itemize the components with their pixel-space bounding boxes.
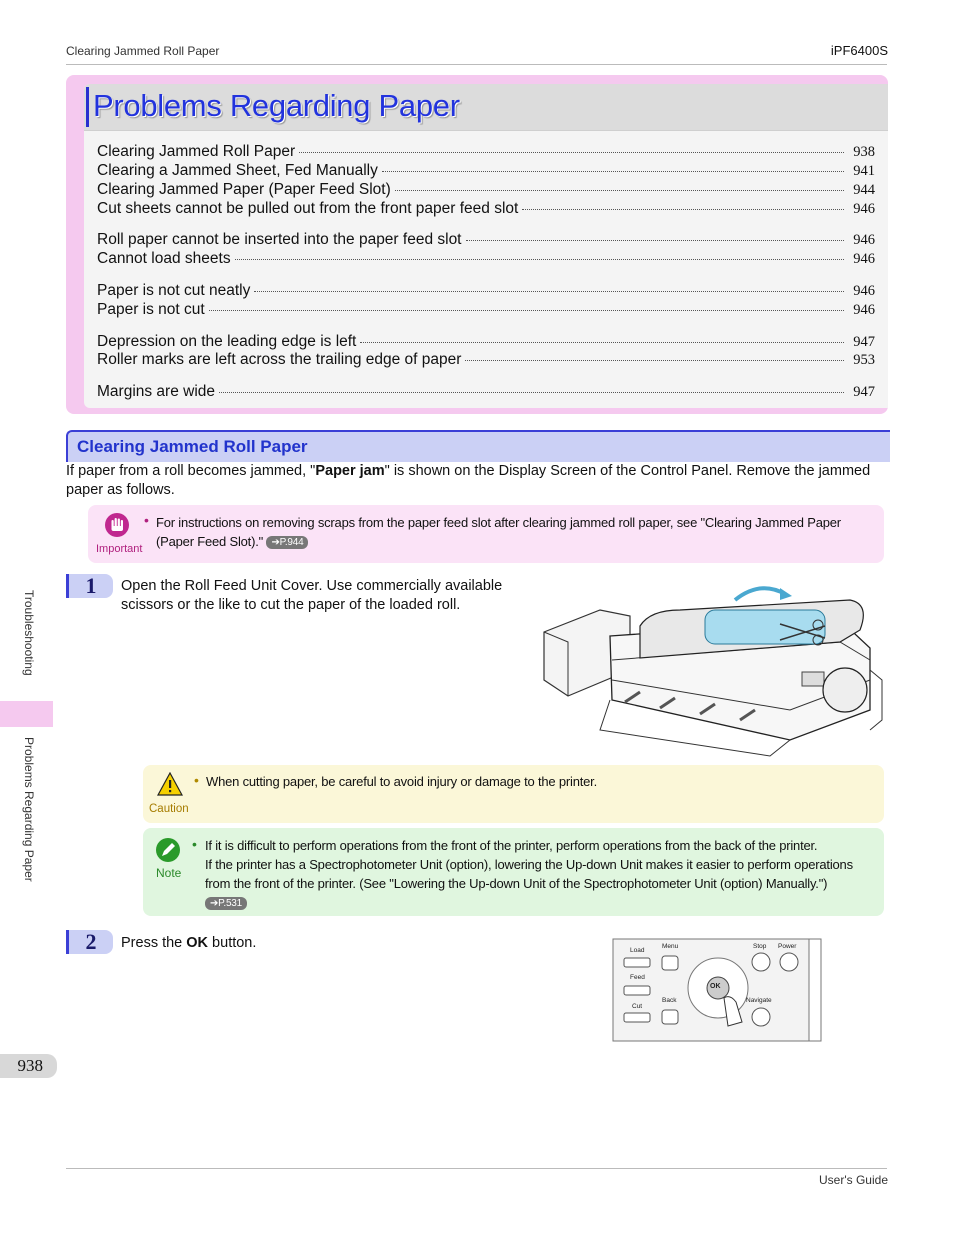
toc-leader-dots (465, 360, 844, 361)
panel-label-stop: Stop (753, 943, 767, 950)
panel-label-cut: Cut (632, 1003, 643, 1010)
toc-leader-dots (219, 392, 844, 393)
toc-entry[interactable] (97, 301, 875, 319)
caution-text: When cutting paper, be careful to avoid injury or damage to the printer. (206, 774, 598, 789)
toc-entry-page: 947 (853, 334, 875, 350)
paper-jam-message: Paper jam (315, 463, 385, 479)
panel-label-menu: Menu (662, 943, 679, 950)
step-number: 1 (66, 574, 113, 598)
note-line-1: If it is difficult to perform operations from the front of the printer, perform operations from the back of the printer. (205, 838, 818, 853)
panel-label-back: Back (662, 997, 677, 1004)
sidebar-chapter-label: Troubleshooting (22, 590, 36, 676)
toc-leader-dots (360, 342, 844, 343)
toc-leader-dots (235, 259, 844, 260)
running-header-section: Clearing Jammed Roll Paper (66, 44, 220, 58)
footer-text: User's Guide (819, 1173, 888, 1187)
toc-entry[interactable] (97, 383, 875, 401)
page-ref-link[interactable]: ➔P.944 (266, 536, 308, 549)
toc-entry[interactable] (97, 162, 875, 180)
toc-entry-page: 944 (853, 182, 875, 198)
page-title: Problems Regarding Paper (93, 88, 460, 123)
step-2-text: Press the OK button. (121, 935, 257, 951)
printer-illustration (540, 580, 885, 758)
sidebar-section-label: Problems Regarding Paper (22, 737, 36, 882)
toc-entry-label: Cut sheets cannot be pulled out from the front paper feed slot (97, 200, 519, 217)
toc-entry-label: Margins are wide (97, 383, 216, 400)
toc-entry-page: 941 (853, 163, 875, 179)
note-label: Note (156, 866, 182, 880)
bullet: • (194, 772, 199, 788)
page-number: 938 (0, 1054, 57, 1078)
ok-button-name: OK (186, 935, 209, 951)
toc-entry[interactable] (97, 200, 875, 218)
step-1-text: Open the Roll Feed Unit Cover. Use commercially available scissors or the like to cut the paper of the loaded roll. (121, 578, 503, 613)
important-text: For instructions on removing scraps from the paper feed slot after clearing jammed roll paper, see "Clearing Jammed Paper (Paper Feed Slot)." ➔P.944 (156, 515, 841, 549)
toc-entry-label: Clearing Jammed Roll Paper (97, 143, 296, 160)
panel-label-navigate: Navigate (746, 997, 772, 1004)
bullet: • (192, 836, 197, 852)
footer-divider (66, 1168, 887, 1169)
toc-entry-page: 946 (853, 251, 875, 267)
toc-entry[interactable] (97, 143, 875, 161)
toc-entry-label: Roller marks are left across the trailing edge of paper (97, 351, 462, 368)
running-header-model: iPF6400S (830, 43, 888, 58)
toc-entry-label: Roll paper cannot be inserted into the paper feed slot (97, 231, 462, 248)
panel-label-feed: Feed (630, 974, 645, 981)
toc-entry-label: Clearing Jammed Paper (Paper Feed Slot) (97, 181, 391, 198)
toc-leader-dots (254, 291, 844, 292)
panel-label-load: Load (630, 947, 645, 954)
caution-label: Caution (149, 803, 189, 815)
toc-leader-dots (395, 190, 844, 191)
panel-label-ok: OK (710, 983, 721, 990)
section-title: Clearing Jammed Roll Paper (77, 437, 308, 456)
toc-entry[interactable] (97, 181, 875, 199)
note-pencil-icon (155, 837, 181, 863)
toc-entry[interactable] (97, 333, 875, 351)
toc-entry-page: 946 (853, 283, 875, 299)
toc-leader-dots (382, 171, 844, 172)
toc-entry-label: Clearing a Jammed Sheet, Fed Manually (97, 162, 378, 179)
step-number: 2 (66, 930, 113, 954)
toc-leader-dots (522, 209, 844, 210)
toc-leader-dots (299, 152, 844, 153)
toc-entry[interactable] (97, 351, 875, 369)
title-accent-bar (86, 87, 89, 127)
toc-entry[interactable] (97, 250, 875, 268)
toc-entry-page: 946 (853, 232, 875, 248)
toc-entry[interactable] (97, 231, 875, 249)
toc-entry-label: Cannot load sheets (97, 250, 231, 267)
chapter-tab (0, 701, 53, 727)
intro-paragraph: If paper from a roll becomes jammed, "Paper jam" is shown on the Display Screen of the Control Panel. Remove the jammed paper as follows. (66, 463, 871, 498)
important-label: Important (96, 543, 143, 555)
toc-entry-page: 946 (853, 201, 875, 217)
page-ref-link[interactable]: ➔P.531 (205, 897, 247, 910)
toc-entry-page: 953 (853, 352, 875, 368)
toc-leader-dots (466, 240, 845, 241)
header-divider (66, 64, 887, 65)
toc-entry-label: Paper is not cut neatly (97, 282, 251, 299)
toc-entry[interactable] (97, 282, 875, 300)
toc-entry-label: Paper is not cut (97, 301, 205, 318)
toc-entry-page: 938 (853, 144, 875, 160)
important-hand-icon (104, 512, 130, 538)
bullet: • (144, 512, 149, 528)
panel-label-power: Power (778, 943, 797, 950)
toc-entry-label: Depression on the leading edge is left (97, 333, 357, 350)
note-line-2: If the printer has a Spectrophotometer Unit (option), lowering the Up-down Unit makes it easier to perform operations from the front of the printer. (See "Lowering the Up-down Unit of the Spectrophotometer Unit (option) Manually.") ➔P.531 (205, 857, 853, 909)
toc-entry-page: 947 (853, 384, 875, 400)
toc-leader-dots (209, 310, 844, 311)
warning-triangle-icon (157, 772, 183, 796)
toc-entry-page: 946 (853, 302, 875, 318)
